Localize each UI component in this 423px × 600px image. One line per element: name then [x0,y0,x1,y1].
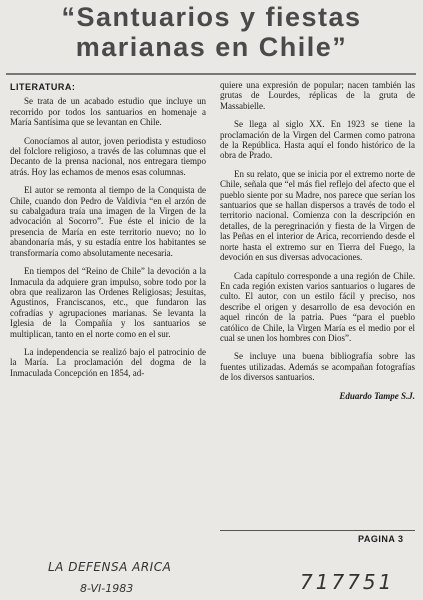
headline-divider [6,73,416,75]
headline-line-2: marianas en Chile” [75,32,348,62]
article-headline [0,2,423,62]
paragraph: Se llega al siglo XX. En 1923 se tiene la proclamación de la Virgen del Carmen como patrona de la República. Hasta aquí el fondo histórico de la obra de Prado. [220,119,415,161]
paragraph: Cada capítulo corresponde a una región de Chile. En cada región existen varios santuarios o lugares de culto. El autor, con un estilo fácil y preciso, nos describe el origen y desarrollo de esa devoción en aquel rincón de la patria. Pues “para el pueblo católico de Chile, la Virgen María es el medio por el cual se unen los hombres con Dios”. [220,270,415,343]
footer-divider [220,530,415,531]
headline-line-1: “Santuarios y fiestas [61,2,362,32]
paragraph: El autor se remonta al tiempo de la Conquista de Chile, cuando don Pedro de Valdivia “en el arzón de su cabalgadura traía una imagen de la Virgen de la advocación al Socorro”. Fue éste el inicio de la presencia de María en este territorio nuevo; no lo abandonaría más, y su estadía entre los habitantes se transformaría como absolutamente necesaria. [10,185,206,258]
handwritten-date: 8-VI-1983 [80,582,134,595]
handwritten-source: LA DEFENSA ARICA [48,560,172,574]
paragraph: En tiempos del “Reino de Chile” la devoción a la Inmacula da adquiere gran impulso, sobre todo por la obra que realizaron las Ordenes Religiosas; Jesuitas, Agustinos, Franciscanos, etc., que fundaron las cofradías y agrupaciones marianas. Se levanta la Iglesia de la Compañía y los santuarios se multiplican, tanto en el norte como en el sur. [10,266,206,339]
paragraph: En su relato, que se inicia por el extremo norte de Chile, señala que “el más fiel reflejo del afecto que el pueblo siente por su Madre, nos parece que serían los santuarios que se hallan dispersos a través de todo el territorio nacional. Comienza con la descripción en detalles, de la peregrinación y fiesta de la Virgen de las Peñas en el interior de Arica, recorriendo desde el norte hasta el extremo sur en Tierra del Fuego, la devoción en sus diversas advocaciones. [220,168,415,263]
handwritten-catalog-number: 717751 [300,570,395,594]
author-byline: Eduardo Tampe S.J. [339,390,415,401]
page-number: PAGINA 3 [358,534,404,544]
paragraph: Se incluye una buena bibliografía sobre las fuentes utilizadas. Además se acompañan fotografías de los diversos santuarios. [220,351,415,383]
right-column [220,80,415,401]
section-label: LITERATURA: [10,82,76,92]
paragraph: La independencia se realizó bajo el patrocinio de la María. La proclamación del dogma de la Inmaculada Concepción en 1854, ad- [10,346,206,378]
left-column [10,82,206,386]
paragraph: Conocíamos al autor, joven periodista y estudioso del folclore religioso, a través de las columnas que el Decanto de la prensa nacional, nos entregara tiempo atrás. Hoy las echamos de menos esas columnas. [10,135,206,177]
paragraph: Se trata de un acabado estudio que incluye un recorrido por todos los santuarios en homenaje a María Santísima que se levantan en Chile. [10,96,206,128]
paragraph: quiere una expresión de popular; nacen también las grutas de Lourdes, réplicas de la gruta de Massabielle. [220,80,415,111]
